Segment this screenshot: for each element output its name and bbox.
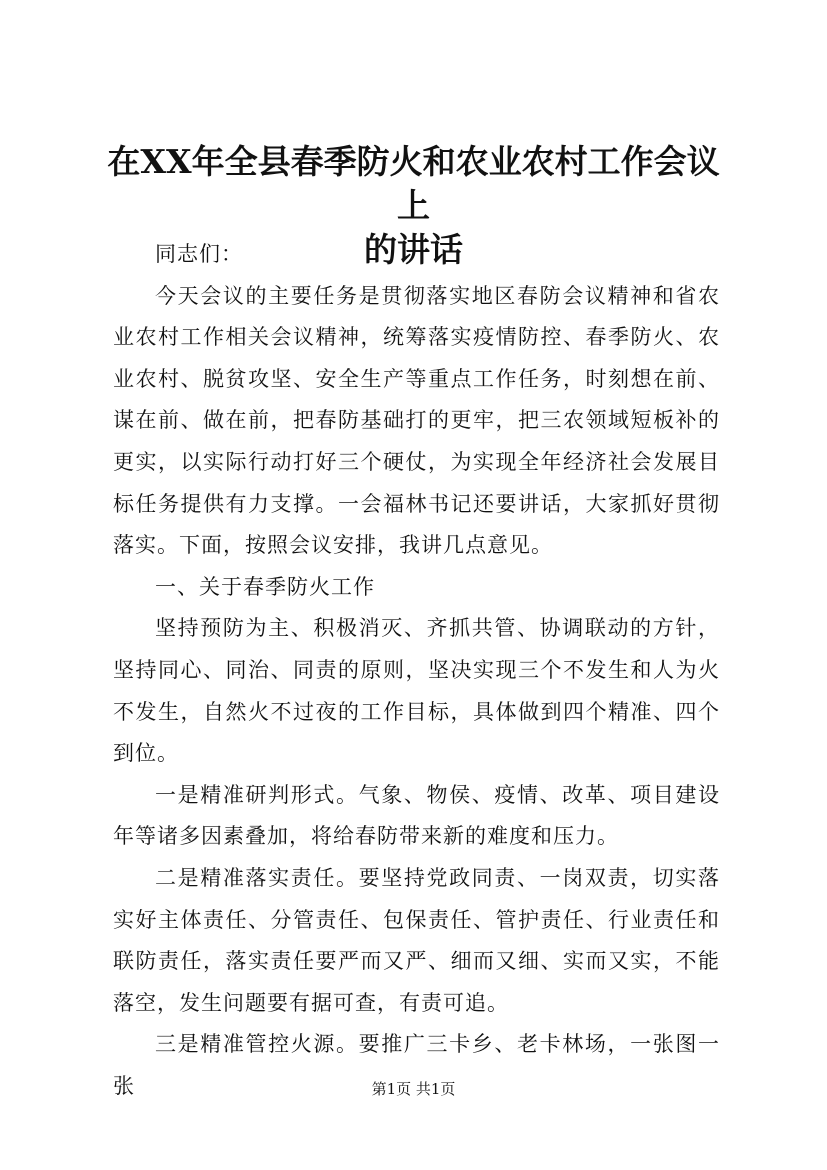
title-line-1: 在XX年全县春季防火和农业农村工作会议上 (107, 142, 720, 225)
paragraph-policy: 坚持预防为主、积极消灭、齐抓共管、协调联动的方针，坚持同心、同治、同责的原则，坚决实现三个不发生和人为火不发生，自然火不过夜的工作目标，具体做到四个精准、四个到位。 (113, 616, 720, 766)
section-heading-1: 一、关于春季防火工作 (155, 574, 375, 599)
title-line-2: 的讲话 (364, 230, 463, 269)
paragraph-point-1: 一是精准研判形式。气象、物侯、疫情、改革、项目建设年等诸多因素叠加，将给春防带来新的难度和压力。 (113, 782, 720, 849)
paragraph-point-2: 二是精准落实责任。要坚持党政同责、一岗双责，切实落实好主体责任、分管责任、包保责任、管护责任、行业责任和联防责任，落实责任要严而又严、细而又细、实而又实，不能落空，发生问题要有据可查，有责可追。 (113, 865, 720, 1015)
salutation: 同志们： (155, 242, 243, 266)
paragraph-intro: 今天会议的主要任务是贯彻落实地区春防会议精神和省农业农村工作相关会议精神，统筹落实疫情防控、春季防火、农业农村、脱贫攻坚、安全生产等重点工作任务，时刻想在前、谋在前、做在前，把春防基础打的更牢，把三农领域短板补的更实，以实际行动打好三个硬仗，为实现全年经济社会发展目标任务提供有力支撑。一会福林书记还要讲话，大家抓好贯彻落实。下面，按照会议安排，我讲几点意见。 (113, 283, 720, 558)
paragraph-point-3: 三是精准管控火源。要推广三卡乡、老卡林场，一张图一张 (113, 1032, 720, 1098)
page-footer: 第1页 共1页 (371, 1080, 456, 1098)
document-body (113, 234, 720, 1107)
